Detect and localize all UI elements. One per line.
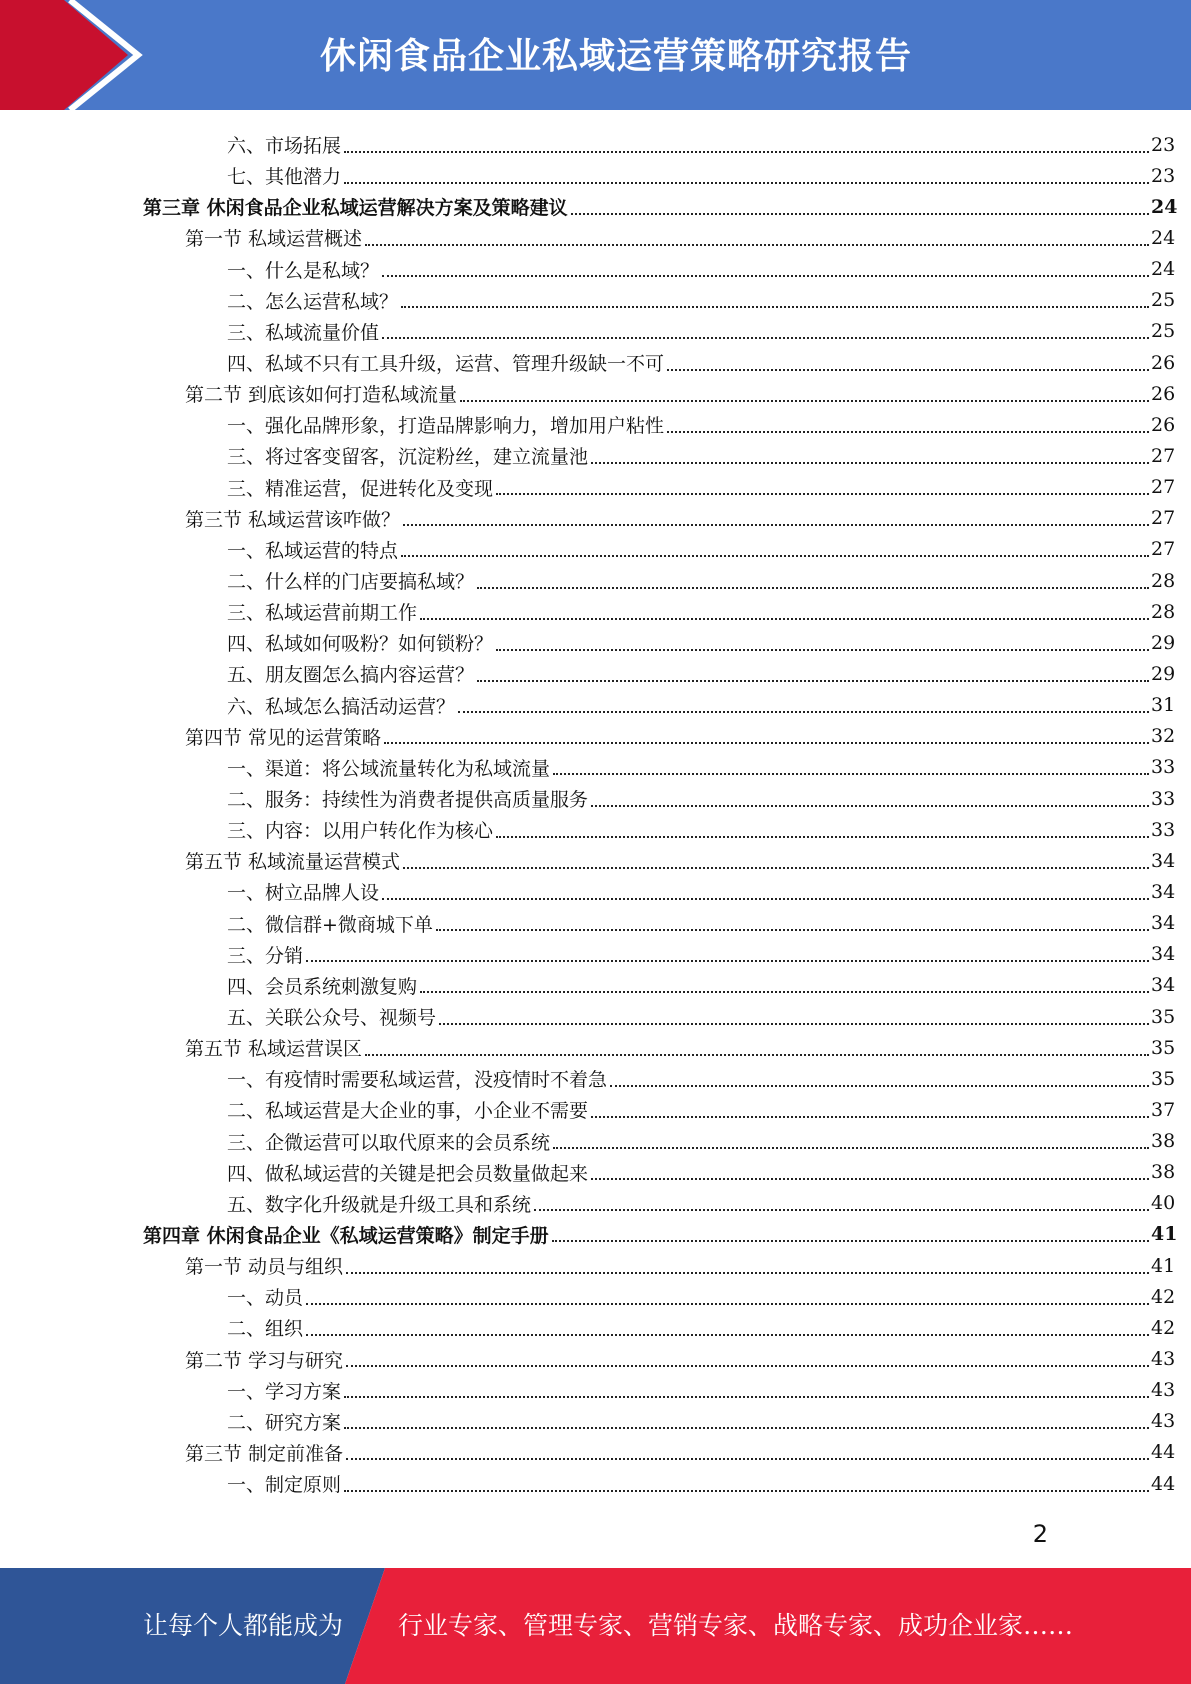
toc-entry-title: 五、数字化升级就是升级工具和系统 [227,1193,532,1216]
toc-entry-title: 一、强化品牌形象，打造品牌影响力，增加用户粘性 [227,415,665,438]
toc-entry[interactable] [0,160,1191,191]
dot-leader [667,431,1149,433]
toc-entry[interactable] [0,970,1191,1001]
dot-leader [401,555,1149,557]
toc-entry-title: 四、会员系统刺激复购 [227,975,418,998]
dot-leader [439,1023,1149,1025]
toc-entry-page: 29 [1151,662,1176,685]
dot-leader [344,182,1149,184]
dot-leader [553,773,1149,775]
toc-entry[interactable] [0,658,1191,689]
toc-entry-title: 第四章 休闲食品企业《私域运营策略》制定手册 [143,1224,549,1247]
toc-entry[interactable] [0,1032,1191,1063]
dot-leader [401,306,1149,308]
toc-entry-title: 三、私域流量价值 [227,321,380,344]
toc-entry-title: 一、树立品牌人设 [227,882,380,905]
dot-leader [436,929,1149,931]
toc-entry[interactable] [0,1281,1191,1312]
toc-entry-page: 34 [1151,974,1176,997]
toc-entry-page: 35 [1151,1036,1176,1059]
toc-entry-page: 34 [1151,943,1176,966]
toc-entry[interactable] [0,627,1191,658]
toc-entry-title: 三、私域运营前期工作 [227,602,418,625]
toc-entry-title: 一、有疫情时需要私域运营，没疫情时不着急 [227,1069,608,1092]
toc-entry[interactable] [0,690,1191,721]
toc-entry-title: 第五节 私域流量运营模式 [185,851,401,874]
toc-entry-page: 41 [1151,1223,1178,1246]
toc-entry-title: 二、怎么运营私域？ [227,290,399,313]
toc-entry[interactable] [0,503,1191,534]
toc-entry-page: 24 [1151,195,1178,218]
toc-entry-page: 27 [1151,538,1176,561]
toc-entry-page: 23 [1151,164,1176,187]
dot-leader [306,1334,1149,1336]
toc-entry-page: 31 [1151,694,1176,717]
toc-entry[interactable] [0,409,1191,440]
toc-entry-page: 25 [1151,289,1176,312]
dot-leader [384,742,1149,744]
footer-slogan-left: 让每个人都能成为 [143,1611,344,1640]
toc-entry-title: 三、将过客变留客，沉淀粉丝，建立流量池 [227,446,589,469]
toc-entry[interactable] [0,783,1191,814]
dot-leader [553,1147,1149,1149]
toc-entry-title: 一、什么是私域？ [227,259,380,282]
dot-leader [496,649,1149,651]
toc-entry-title: 六、私域怎么搞活动运营？ [227,695,456,718]
toc-entry-title: 第三节 制定前准备 [185,1442,344,1465]
dot-leader [591,462,1149,464]
toc-entry-page: 34 [1151,912,1176,935]
dot-leader [382,898,1149,900]
toc-entry[interactable] [0,752,1191,783]
toc-entry[interactable] [0,472,1191,503]
toc-entry[interactable] [0,316,1191,347]
toc-entry[interactable] [0,908,1191,939]
dot-leader [460,400,1149,402]
toc-entry-title: 四、私域不只有工具升级，运营、管理升级缺一不可 [227,353,665,376]
toc-entry-page: 43 [1151,1379,1176,1402]
toc-entry-page: 43 [1151,1410,1176,1433]
dot-leader [346,1458,1149,1460]
toc-entry-page: 38 [1151,1161,1176,1184]
toc-entry-page: 37 [1151,1098,1176,1121]
toc-entry[interactable] [0,1126,1191,1157]
toc-entry-page: 33 [1151,818,1176,841]
dot-leader [403,524,1149,526]
toc-entry[interactable] [0,1157,1191,1188]
dot-leader [591,1116,1149,1118]
toc-entry-title: 第三节 私域运营该咋做？ [185,508,401,531]
toc-entry-page: 24 [1151,226,1176,249]
toc-entry[interactable] [0,1468,1191,1499]
dot-leader [477,587,1149,589]
dot-leader [552,1240,1149,1242]
toc-entry[interactable] [0,845,1191,876]
toc-entry-page: 25 [1151,320,1176,343]
dot-leader [477,680,1149,682]
toc-entry[interactable] [0,1312,1191,1343]
dot-leader [382,337,1149,339]
toc-entry[interactable] [0,1063,1191,1094]
toc-entry-title: 三、分销 [227,944,304,967]
dot-leader [591,1178,1149,1180]
toc-entry-title: 七、其他潜力 [227,166,342,189]
toc-entry[interactable] [0,565,1191,596]
toc-entry-page: 35 [1151,1005,1176,1028]
toc-entry[interactable] [0,1094,1191,1125]
toc-entry-page: 29 [1151,631,1176,654]
toc-entry-page: 27 [1151,444,1176,467]
dot-leader [365,1054,1149,1056]
toc-entry-title: 三、企微运营可以取代原来的会员系统 [227,1131,551,1154]
toc-entry-page: 26 [1151,382,1176,405]
toc-entry[interactable] [0,1188,1191,1219]
report-title: 休闲食品企业私域运营策略研究报告 [320,36,913,77]
dot-leader [610,1085,1149,1087]
toc-entry-title: 四、做私域运营的关键是把会员数量做起来 [227,1162,589,1185]
toc-entry-title: 一、动员 [227,1287,304,1310]
toc-entry-page: 27 [1151,507,1176,530]
dot-leader [344,151,1149,153]
toc-entry-title: 三、精准运营，促进转化及变现 [227,477,494,500]
toc-entry[interactable] [0,1001,1191,1032]
toc-entry[interactable] [0,440,1191,471]
toc-entry-title: 五、朋友圈怎么搞内容运营？ [227,664,475,687]
toc-entry[interactable] [0,534,1191,565]
toc-entry-title: 二、私域运营是大企业的事，小企业不需要 [227,1100,589,1123]
dot-leader [346,1365,1149,1367]
dot-leader [534,1209,1149,1211]
toc-entry-page: 42 [1151,1285,1176,1308]
toc-entry-page: 40 [1151,1192,1176,1215]
toc-entry-title: 一、私域运营的特点 [227,539,399,562]
toc-entry[interactable] [0,347,1191,378]
toc-entry-page: 26 [1151,413,1176,436]
toc-entry-title: 二、研究方案 [227,1411,342,1434]
toc-entry-page: 34 [1151,880,1176,903]
toc-entry-page: 44 [1151,1441,1176,1464]
toc-entry-title: 第一节 动员与组织 [185,1256,344,1279]
toc-entry-page: 35 [1151,1067,1176,1090]
toc-entry[interactable] [0,1343,1191,1374]
page-footer [0,1568,1191,1684]
toc-entry-page: 34 [1151,849,1176,872]
dot-leader [458,711,1149,713]
dot-leader [496,836,1149,838]
toc-entry-title: 第二节 学习与研究 [185,1349,344,1372]
toc-entry-title: 第五节 私域运营误区 [185,1038,363,1061]
toc-entry[interactable] [0,1406,1191,1437]
toc-entry-page: 43 [1151,1348,1176,1371]
toc-entry[interactable] [0,254,1191,285]
dot-leader [420,618,1149,620]
toc-entry[interactable] [0,1250,1191,1281]
toc-entry[interactable] [0,1375,1191,1406]
dot-leader [344,1427,1149,1429]
dot-leader [667,369,1149,371]
toc-entry-page: 42 [1151,1316,1176,1339]
toc-entry-page: 28 [1151,569,1176,592]
dot-leader [591,805,1149,807]
dot-leader [496,493,1149,495]
dot-leader [571,213,1149,215]
toc-entry[interactable] [0,1437,1191,1468]
toc-entry[interactable] [0,814,1191,845]
toc-entry-title: 五、关联公众号、视频号 [227,1007,437,1029]
dot-leader [306,1303,1149,1305]
toc-entry[interactable] [0,939,1191,970]
page-header [0,0,1191,110]
toc-entry-page: 24 [1151,258,1176,281]
toc-entry-title: 六、市场拓展 [227,135,342,158]
toc-entry-page: 38 [1151,1130,1176,1153]
dot-leader [306,960,1149,962]
toc-entry-title: 二、微信群+微商城下单 [227,913,433,936]
toc-entry-title: 一、渠道：将公域流量转化为私域流量 [227,757,551,780]
toc-entry-title: 第二节 到底该如何打造私域流量 [185,384,458,407]
toc-entry-page: 26 [1151,351,1176,374]
toc-entry-title: 第四节 常见的运营策略 [185,726,382,749]
toc-entry-page: 44 [1151,1472,1176,1495]
toc-entry-page: 33 [1151,756,1176,779]
toc-entry-title: 一、制定原则 [227,1474,342,1497]
toc-entry-page: 41 [1151,1254,1176,1277]
toc-entry[interactable] [0,876,1191,907]
dot-leader [365,244,1149,246]
toc-entry-page: 33 [1151,787,1176,810]
toc-entry-page: 32 [1151,725,1176,748]
toc-entry-title: 第三章 休闲食品企业私域运营解决方案及策略建议 [143,197,568,220]
toc-entry[interactable] [0,191,1191,222]
dot-leader [346,1272,1149,1274]
table-of-contents [0,129,1191,1499]
toc-entry-title: 二、组织 [227,1318,304,1341]
dot-leader [382,275,1149,277]
toc-entry-page: 28 [1151,600,1176,623]
toc-entry[interactable] [0,378,1191,409]
dot-leader [403,867,1149,869]
toc-entry[interactable] [0,596,1191,627]
toc-entry[interactable] [0,721,1191,752]
page-number: 2 [1032,1520,1048,1548]
dot-leader [344,1490,1149,1492]
toc-entry[interactable] [0,129,1191,160]
toc-entry-title: 四、私域如何吸粉？如何锁粉？ [227,633,494,656]
toc-entry-title: 二、服务：持续性为消费者提供高质量服务 [227,789,589,812]
toc-entry[interactable] [0,222,1191,253]
toc-entry-page: 27 [1151,476,1176,499]
toc-entry-title: 三、内容：以用户转化作为核心 [227,820,494,843]
footer-slogan-right: 行业专家、管理专家、营销专家、战略专家、成功企业家…… [398,1611,1074,1640]
toc-entry-title: 一、学习方案 [227,1380,342,1403]
toc-entry[interactable] [0,1219,1191,1250]
toc-entry-title: 第一节 私域运营概述 [185,228,363,251]
toc-entry[interactable] [0,285,1191,316]
dot-leader [420,991,1149,993]
toc-entry-page: 23 [1151,133,1176,156]
dot-leader [344,1396,1149,1398]
toc-entry-title: 二、什么样的门店要搞私域？ [227,571,475,594]
